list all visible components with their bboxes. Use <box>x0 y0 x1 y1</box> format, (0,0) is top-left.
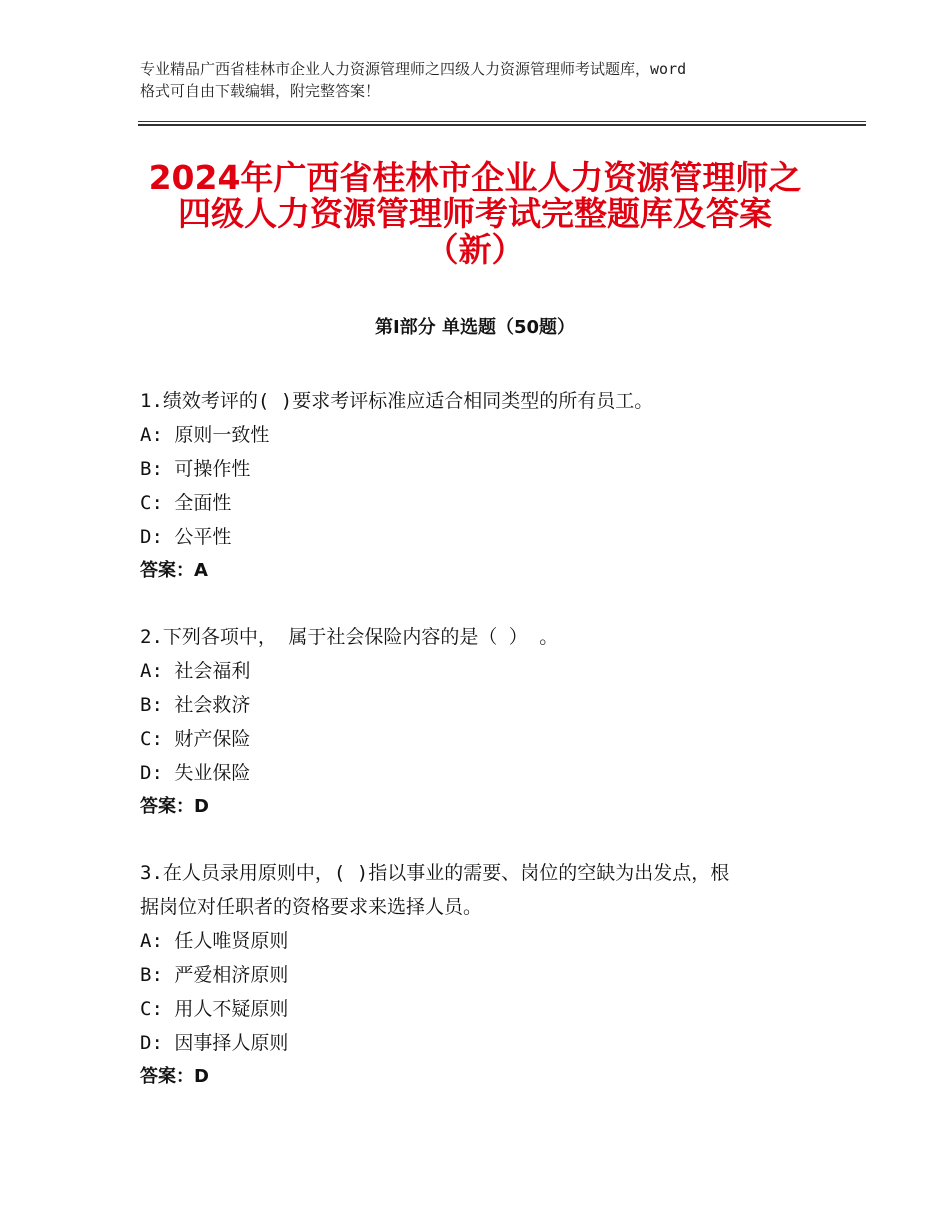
question-item <box>140 384 820 588</box>
question-item <box>140 856 820 1094</box>
question-answer: 答案：D <box>140 1066 209 1087</box>
question-stem: 1.绩效考评的( )要求考评标准应适合相同类型的所有员工。 <box>140 390 654 412</box>
header-divider <box>138 121 866 122</box>
document-title <box>100 160 850 268</box>
question-list <box>140 384 820 1126</box>
header-divider <box>138 124 866 126</box>
question-option: A: 社会福利 <box>140 660 251 682</box>
question-answer: 答案：A <box>140 560 208 581</box>
section-title: 第Ⅰ部分 单选题（50题） <box>374 317 575 338</box>
question-option: A: 任人唯贤原则 <box>140 930 289 952</box>
question-answer: 答案：D <box>140 796 209 817</box>
question-option: B: 严爱相济原则 <box>140 964 289 986</box>
header-note-line: 专业精品广西省桂林市企业人力资源管理师之四级人力资源管理师考试题库，word <box>140 60 687 78</box>
question-option: B: 社会救济 <box>140 694 251 716</box>
header-note <box>140 58 820 102</box>
question-option: C: 全面性 <box>140 492 232 514</box>
question-option: A: 原则一致性 <box>140 424 270 446</box>
question-item <box>140 620 820 824</box>
question-option: D: 公平性 <box>140 526 232 548</box>
document-title-line: （新） <box>425 230 525 269</box>
document-title-line: 四级人力资源管理师考试完整题库及答案 <box>178 194 772 233</box>
question-stem: 2.下列各项中， 属于社会保险内容的是（ ） 。 <box>140 626 559 648</box>
question-option: D: 因事择人原则 <box>140 1032 289 1054</box>
question-option: D: 失业保险 <box>140 762 251 784</box>
question-stem: 3.在人员录用原则中，( )指以事业的需要、岗位的空缺为出发点，根 <box>140 862 730 884</box>
question-option: C: 用人不疑原则 <box>140 998 289 1020</box>
header-note-line: 格式可自由下载编辑，附完整答案！ <box>140 82 381 100</box>
question-option: B: 可操作性 <box>140 458 251 480</box>
question-stem-continued: 据岗位对任职者的资格要求来选择人员。 <box>140 896 483 918</box>
document-title-line: 2024年广西省桂林市企业人力资源管理师之 <box>148 158 802 197</box>
question-option: C: 财产保险 <box>140 728 251 750</box>
